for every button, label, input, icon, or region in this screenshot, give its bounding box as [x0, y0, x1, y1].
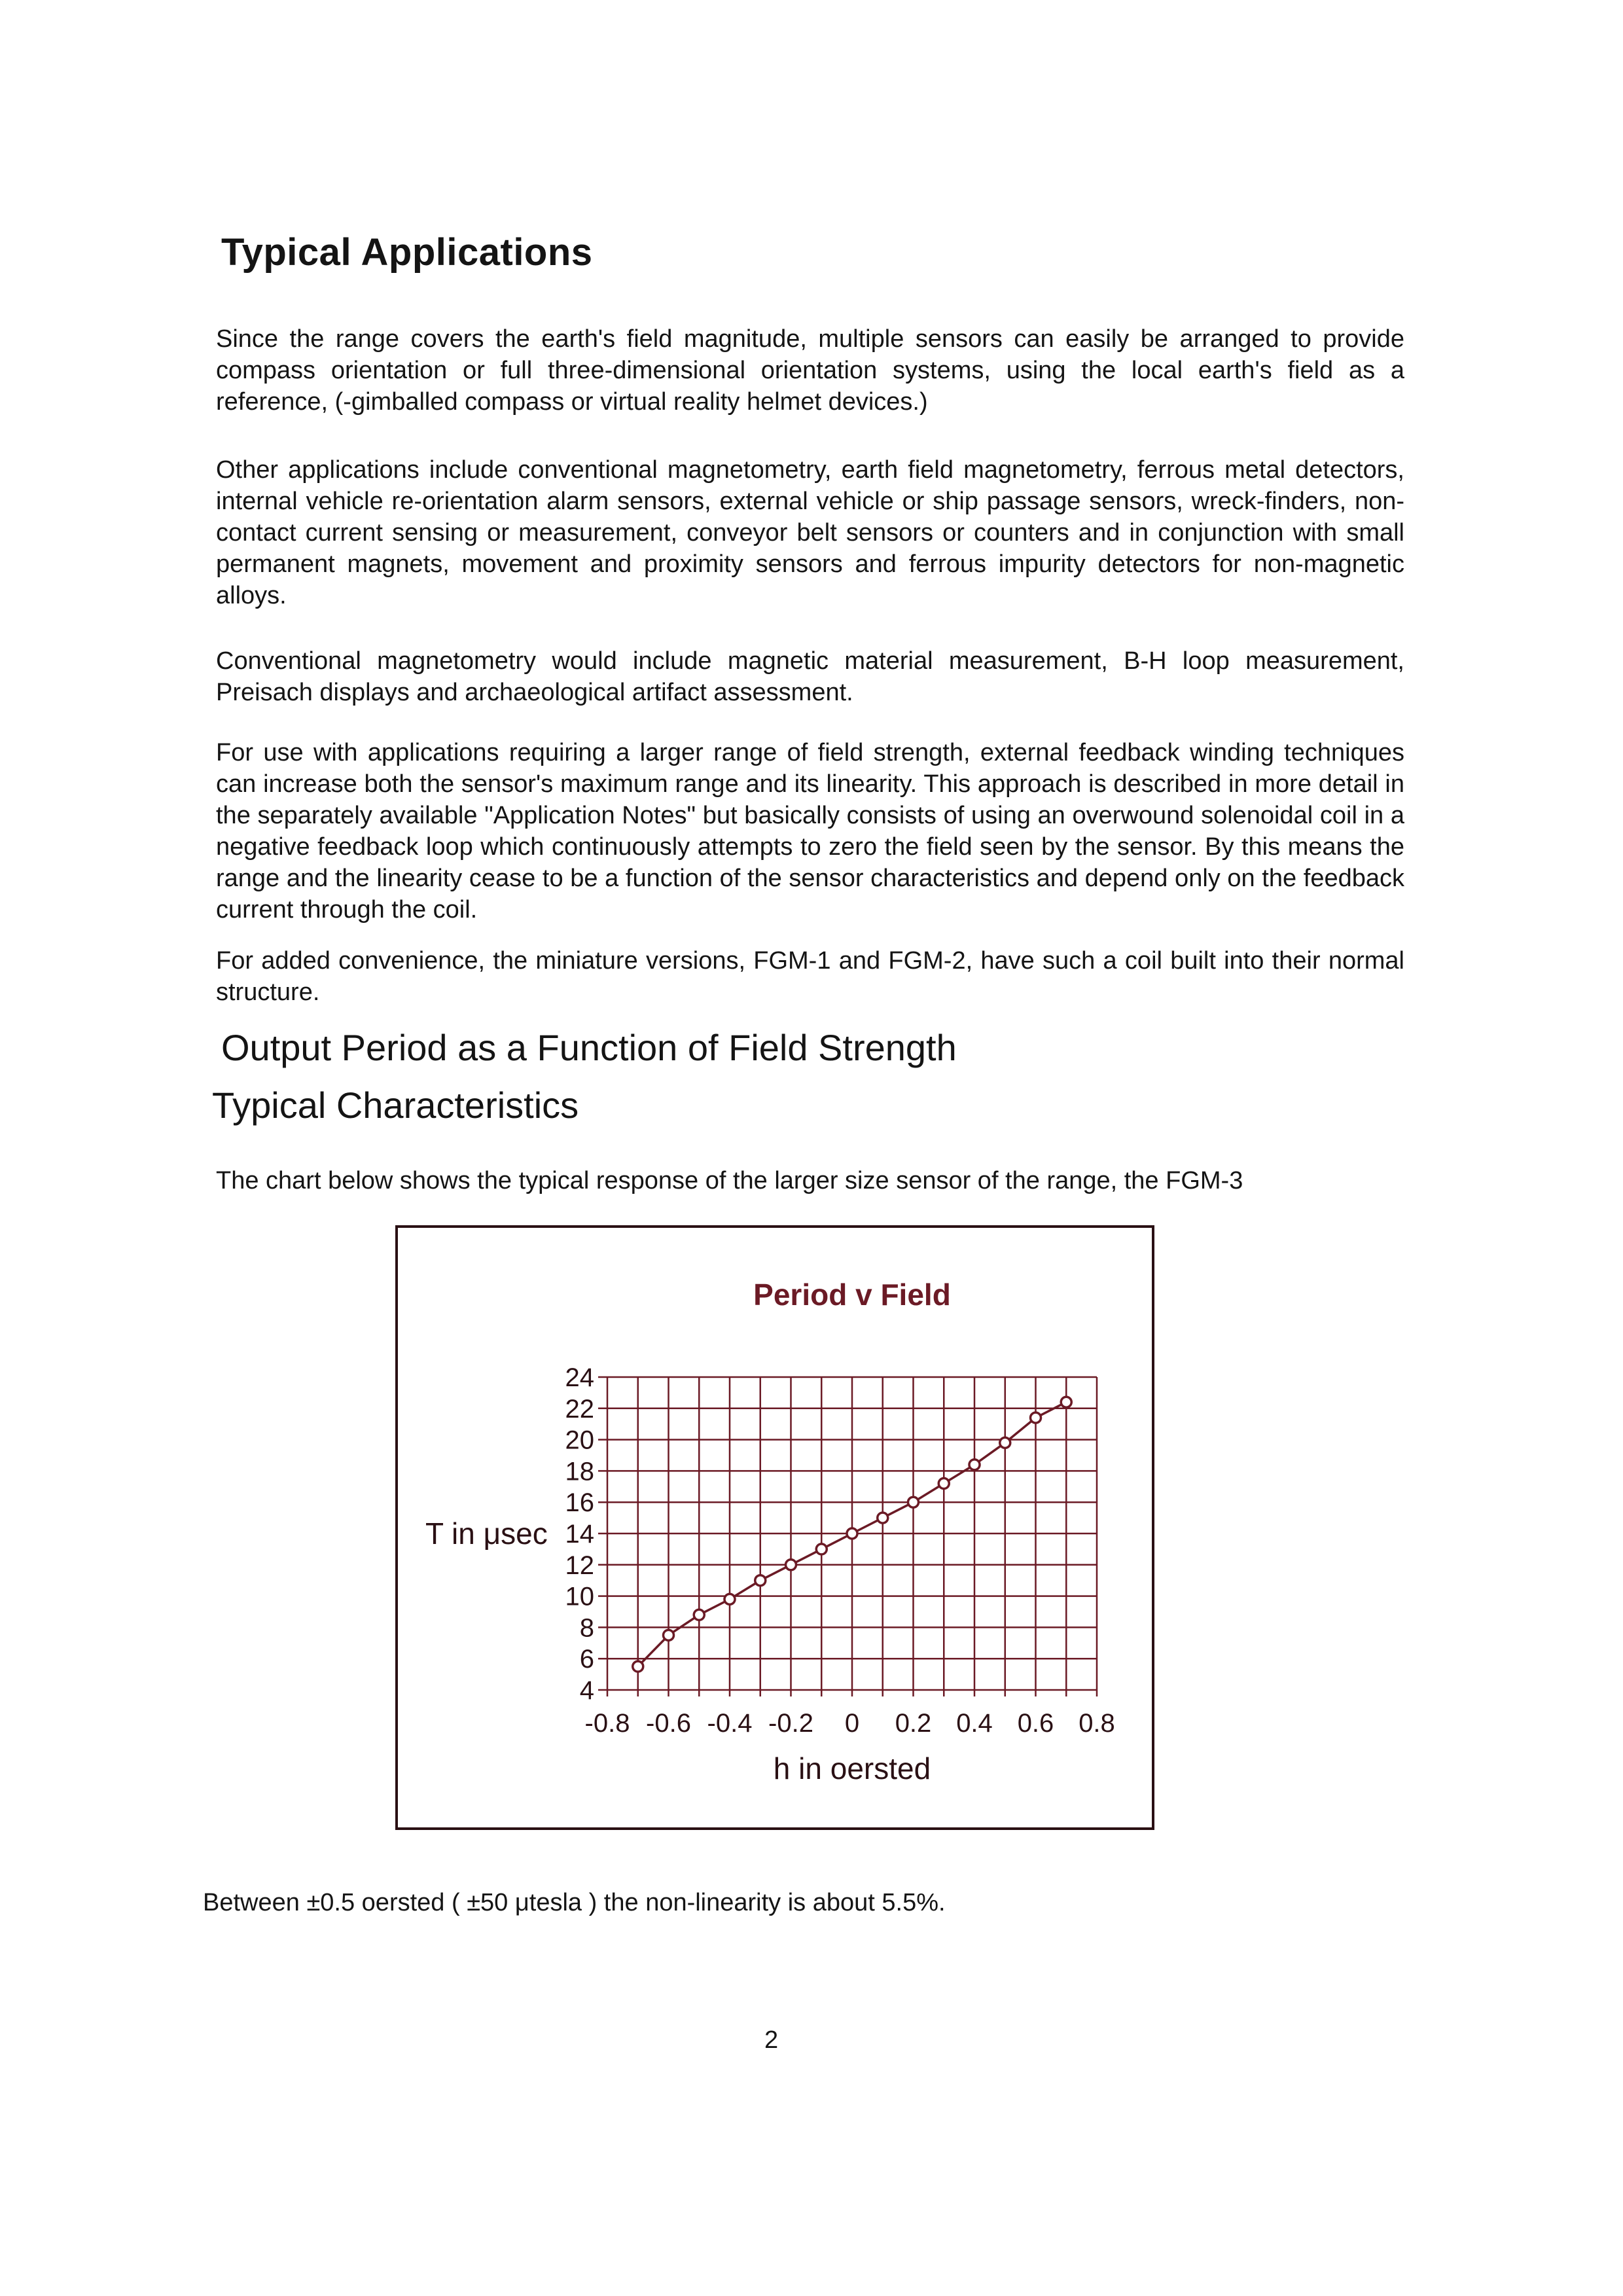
- y-tick-label: 20: [565, 1426, 594, 1455]
- data-point: [969, 1460, 980, 1470]
- y-tick-label: 16: [565, 1488, 594, 1518]
- period-v-field-chart: [398, 1228, 1152, 1827]
- y-tick-label: 6: [579, 1645, 594, 1674]
- paragraph-4: For use with applications requiring a larger range of field strength, external feedback winding techniques can increase both the sensor's maximum range and its linearity. This approach is described in more detail in the separately available "Application Notes" but basically consists of using an overwound solenoidal coil in a negative feedback loop which continuously attempts to zero the field seen by the sensor. By this means the range and the linearity cease to be a function of the sensor characteristics and depend only on the feedback current through the coil.: [216, 739, 1404, 924]
- data-point: [694, 1609, 704, 1620]
- y-tick-label: 4: [579, 1676, 594, 1705]
- y-tick-label: 10: [565, 1582, 594, 1611]
- subheading-typical-characteristics: Typical Characteristics: [212, 1085, 579, 1126]
- section-title: Typical Applications: [221, 231, 593, 274]
- x-tick-label: -0.2: [768, 1709, 813, 1738]
- x-tick-label: -0.8: [584, 1709, 630, 1738]
- paragraph-1: Since the range covers the earth's field magnitude, multiple sensors can easily be arranged to provide compass orientation or full three-dimensional orientation systems, using the local earth's field as a reference, (-gimballed compass or virtual reality helmet devices.): [216, 325, 1404, 416]
- data-point: [786, 1560, 796, 1570]
- paragraph-3: Conventional magnetometry would include magnetic material measurement, B-H loop measurement, Preisach displays and archaeological artifact assessment.: [216, 647, 1404, 706]
- data-point: [938, 1479, 949, 1489]
- x-tick-label: -0.6: [646, 1709, 691, 1738]
- data-point: [664, 1630, 674, 1640]
- y-axis-label: T in μsec: [425, 1516, 548, 1551]
- data-point: [1061, 1397, 1071, 1407]
- x-tick-label: -0.4: [707, 1709, 753, 1738]
- x-tick-label: 0.4: [956, 1709, 993, 1738]
- data-point: [724, 1594, 735, 1604]
- x-tick-label: 0.6: [1017, 1709, 1054, 1738]
- y-tick-label: 24: [565, 1363, 594, 1392]
- x-tick-label: 0: [844, 1709, 860, 1738]
- subheading-output-period: Output Period as a Function of Field Strength: [221, 1027, 957, 1068]
- y-tick-label: 12: [565, 1551, 594, 1580]
- data-point: [633, 1661, 643, 1672]
- y-tick-label: 14: [565, 1520, 594, 1549]
- chart-intro: The chart below shows the typical response of the larger size sensor of the range, the FGM-3: [216, 1167, 1243, 1194]
- x-tick-label: 0.8: [1079, 1709, 1115, 1738]
- data-point: [1000, 1437, 1010, 1448]
- data-point: [908, 1497, 919, 1507]
- x-tick-label: 0.2: [895, 1709, 932, 1738]
- y-tick-label: 18: [565, 1457, 594, 1486]
- data-point: [755, 1575, 766, 1586]
- chart-title: Period v Field: [753, 1278, 951, 1312]
- x-axis-label: h in oersted: [773, 1751, 931, 1785]
- data-point: [816, 1544, 827, 1554]
- y-tick-label: 8: [579, 1613, 594, 1643]
- chart-frame: [395, 1225, 1154, 1830]
- page-number: 2: [764, 2026, 779, 2054]
- data-point: [878, 1513, 888, 1523]
- y-tick-label: 22: [565, 1394, 594, 1424]
- paragraph-2: Other applications include conventional magnetometry, earth field magnetometry, ferrous metal detectors, internal vehicle re-orientation alarm sensors, external vehicle or ship passage sensors, wreck-finders, non-contact current sensing or measurement, conveyor belt sensors or counters and in conjunction with small permanent magnets, movement and proximity sensors and ferrous impurity detectors for non-magnetic alloys.: [216, 456, 1404, 609]
- data-point: [847, 1528, 857, 1539]
- nonlinearity-note: Between ±0.5 oersted ( ±50 μtesla ) the non-linearity is about 5.5%.: [203, 1889, 946, 1916]
- paragraph-5: For added convenience, the miniature versions, FGM-1 and FGM-2, have such a coil built into their normal structure.: [216, 947, 1404, 1006]
- data-point: [1031, 1412, 1041, 1423]
